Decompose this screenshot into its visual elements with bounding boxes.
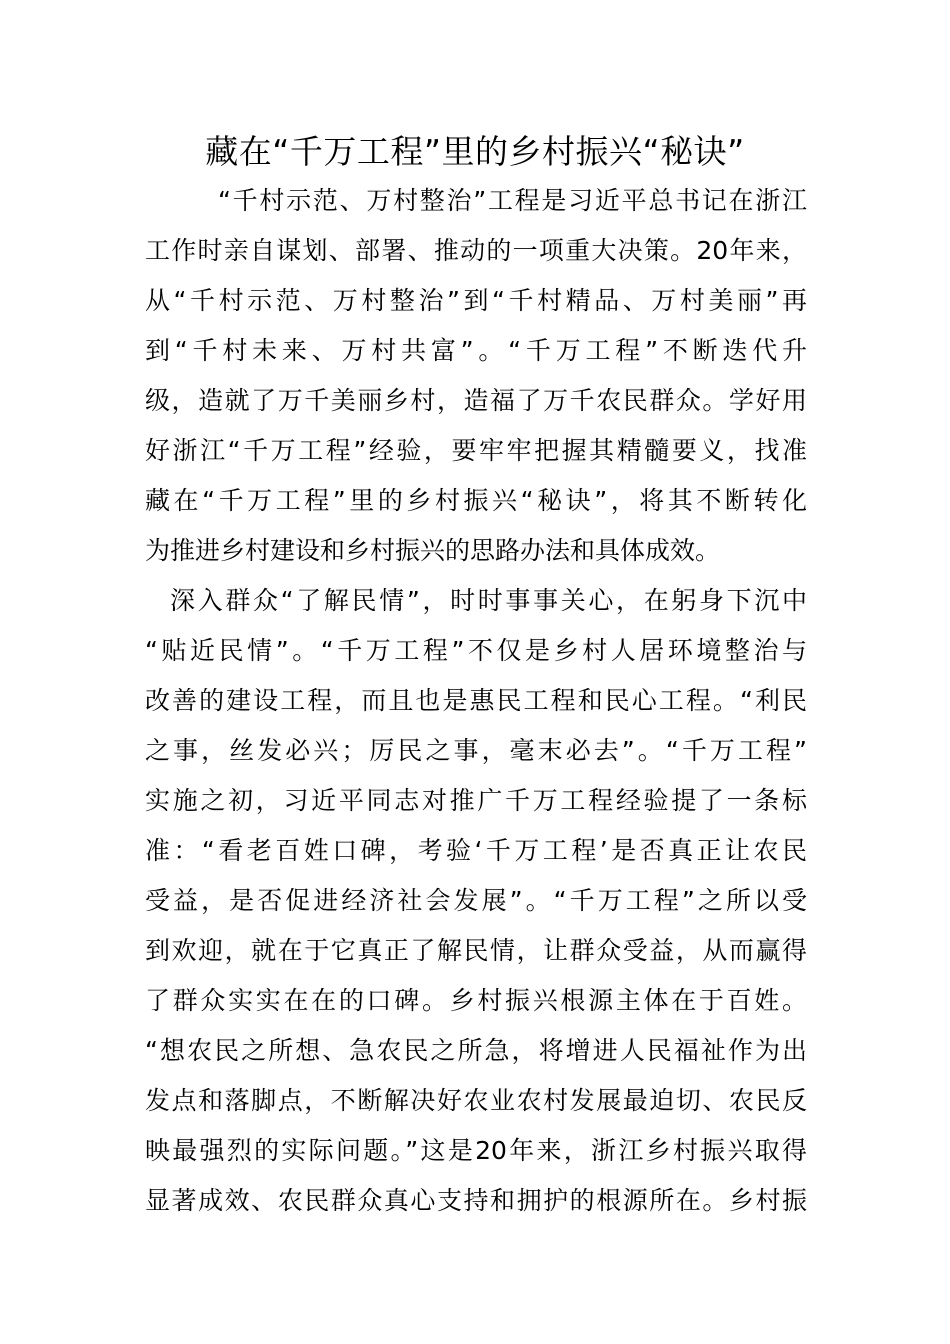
paragraph-line: 映最强烈的实际问题。”这是20年来，浙江乡村振兴取得 (145, 1136, 807, 1165)
paragraph-line: 准：“看老百姓口碑，考验‘千万工程’是否真正让农民 (145, 836, 807, 865)
paragraph-line: 受益，是否促进经济社会发展”。“千万工程”之所以受 (145, 886, 807, 915)
paragraph-line: 改善的建设工程，而且也是惠民工程和民心工程。“利民 (145, 686, 807, 715)
paragraph-line: 实施之初，习近平同志对推广千万工程经验提了一条标 (145, 786, 807, 815)
paragraph-line: 发点和落脚点，不断解决好农业农村发展最迫切、农民反 (145, 1086, 807, 1115)
paragraph-line: 为推进乡村建设和乡村振兴的思路办法和具体成效。 (145, 536, 721, 565)
paragraph-line: 显著成效、农民群众真心支持和拥护的根源所在。乡村振 (145, 1186, 807, 1215)
paragraph-line: “想农民之所想、急农民之所急，将增进人民福祉作为出 (145, 1036, 807, 1065)
paragraph-line: 从“千村示范、万村整治”到“千村精品、万村美丽”再 (145, 286, 807, 315)
document-title: 藏在“千万工程”里的乡村振兴“秘诀” (205, 132, 745, 171)
paragraph-line: 工作时亲自谋划、部署、推动的一项重大决策。20年来， (145, 236, 807, 265)
paragraph-line: 了群众实实在在的口碑。乡村振兴根源主体在于百姓。 (145, 986, 807, 1015)
paragraph-line: 深入群众“了解民情”，时时事事关心，在躬身下沉中 (170, 586, 807, 615)
paragraph-line: 藏在“千万工程”里的乡村振兴“秘诀”，将其不断转化 (145, 486, 807, 515)
paragraph-line: “贴近民情”。“千万工程”不仅是乡村人居环境整治与 (145, 636, 807, 665)
paragraph-line: 到欢迎，就在于它真正了解民情，让群众受益，从而赢得 (145, 936, 807, 965)
paragraph-line: 之事，丝发必兴；厉民之事，毫末必去”。“千万工程” (145, 736, 807, 765)
paragraph-line: “千村示范、万村整治”工程是习近平总书记在浙江 (218, 186, 807, 215)
paragraph-line: 级，造就了万千美丽乡村，造福了万千农民群众。学好用 (145, 386, 807, 415)
paragraph-line: 好浙江“千万工程”经验，要牢牢把握其精髓要义，找准 (145, 436, 807, 465)
paragraph-line: 到“千村未来、万村共富”。“千万工程”不断迭代升 (145, 336, 807, 365)
